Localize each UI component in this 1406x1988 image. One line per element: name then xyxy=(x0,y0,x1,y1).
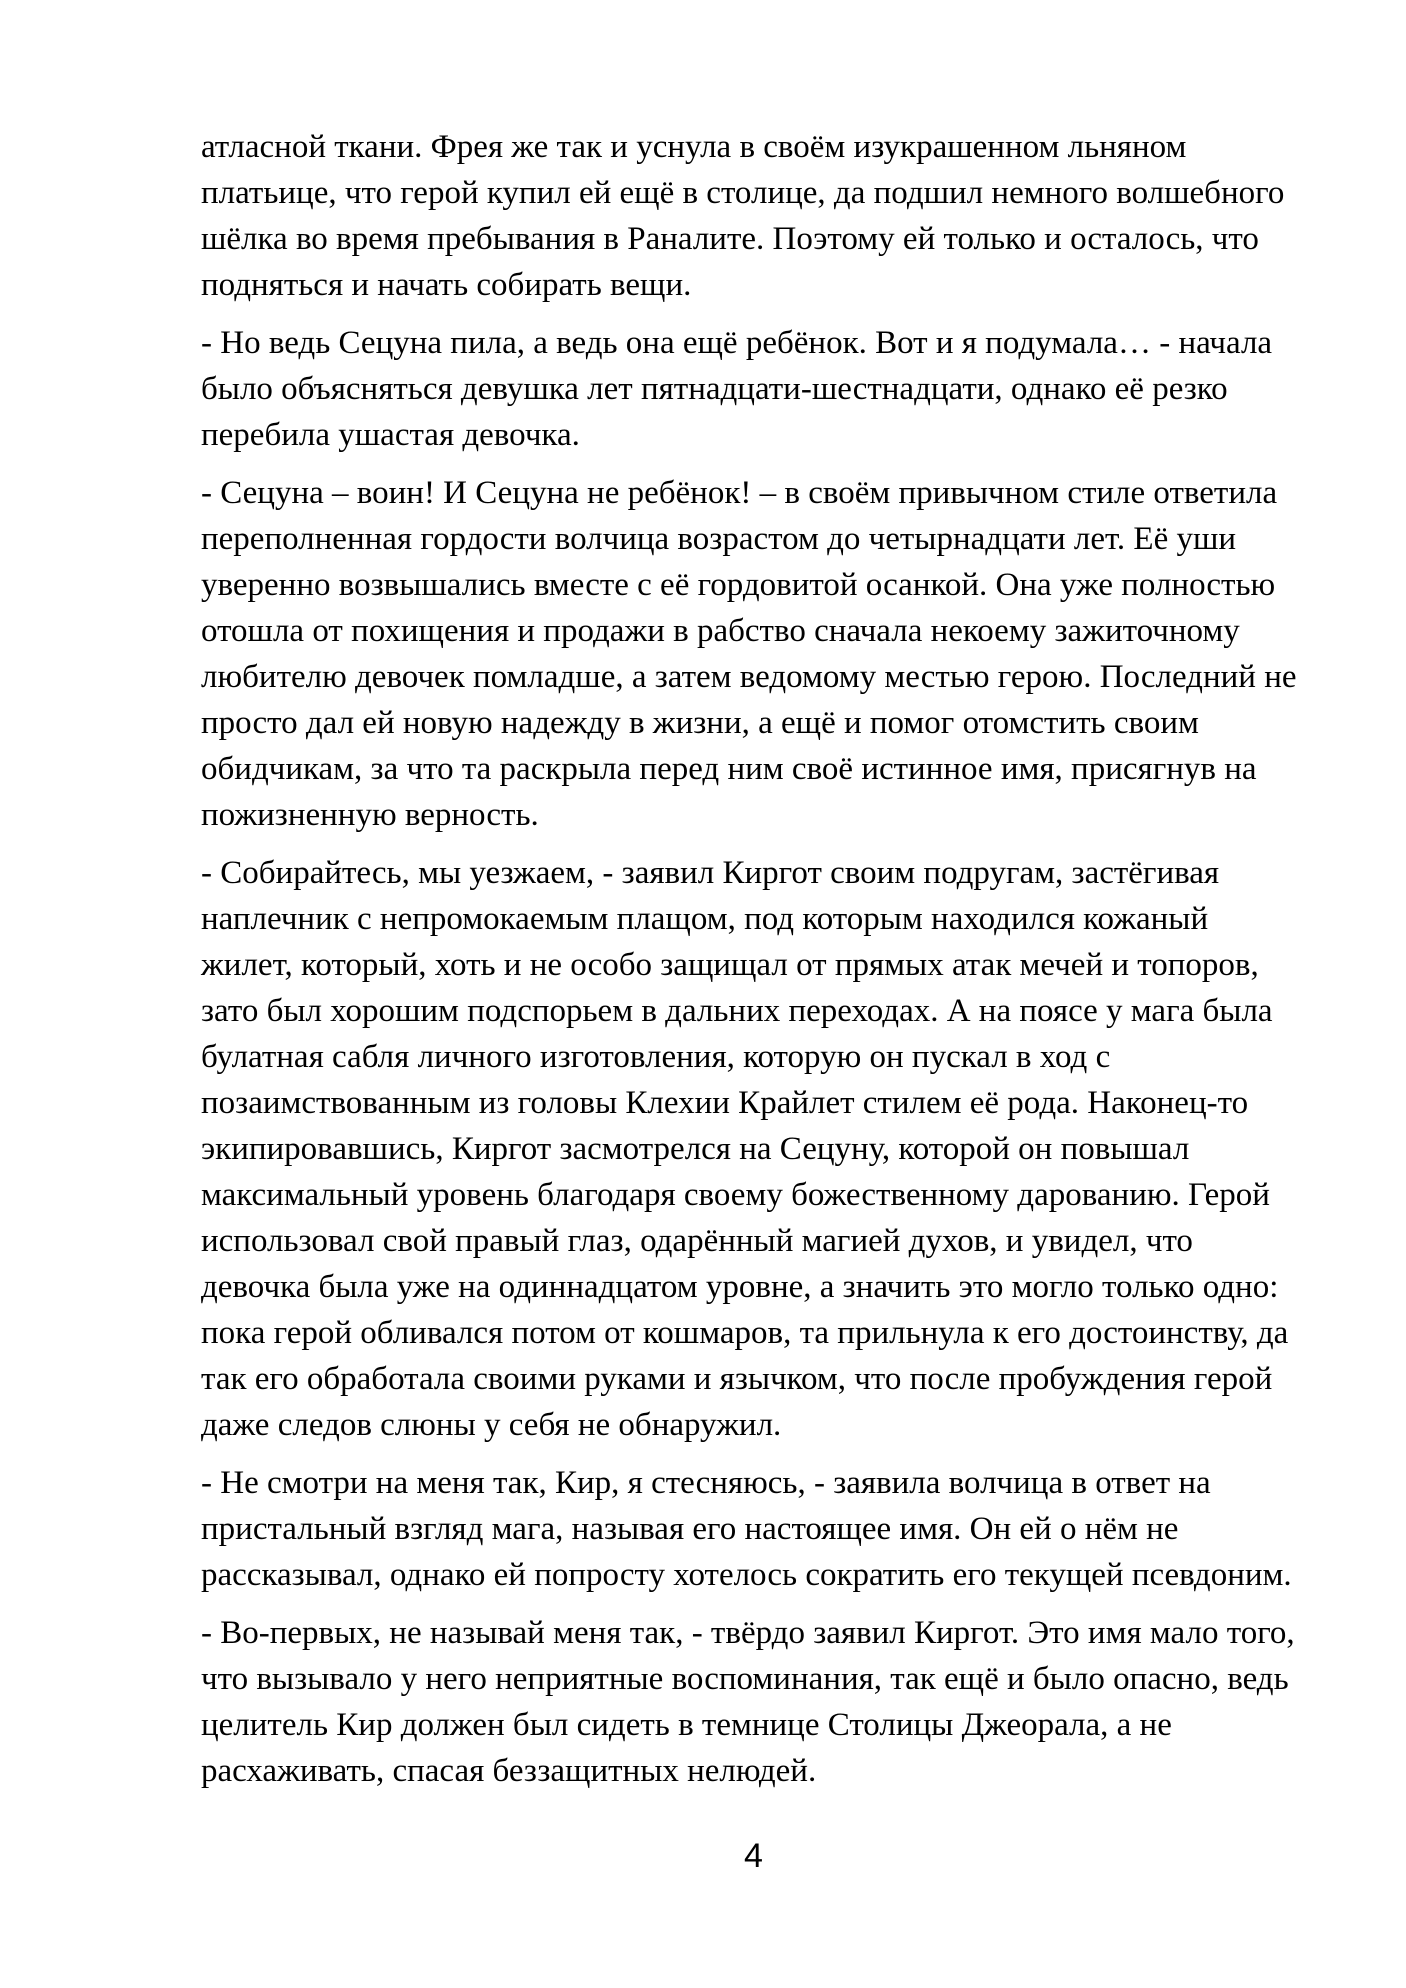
text-line: жилет, который, хоть и не особо защищал от прямых атак мечей и топоров, xyxy=(201,947,1259,983)
paragraph xyxy=(201,1610,1306,1794)
text-line: пока герой обливался потом от кошмаров, та прильнула к его достоинству, да xyxy=(201,1315,1289,1351)
text-line: зато был хорошим подспорьем в дальних переходах. А на поясе у мага была xyxy=(201,993,1273,1029)
text-line: было объясняться девушка лет пятнадцати-шестнадцати, однако её резко xyxy=(201,371,1228,407)
text-line: - Во-первых, не называй меня так, - твёрдо заявил Киргот. Это имя мало того, xyxy=(201,1615,1295,1651)
paragraph xyxy=(201,1460,1306,1598)
text-line: так его обработала своими руками и язычком, что после пробуждения герой xyxy=(201,1361,1273,1397)
page-text-block xyxy=(201,124,1306,1806)
text-line: - Но ведь Сецуна пила, а ведь она ещё ребёнок. Вот и я подумала… - начала xyxy=(201,325,1273,361)
text-line: - Сецуна – воин! И Сецуна не ребёнок! – в своём привычном стиле ответила xyxy=(201,475,1278,511)
text-line: обидчикам, за что та раскрыла перед ним своё истинное имя, присягнув на xyxy=(201,751,1257,787)
text-line: целитель Кир должен был сидеть в темнице Столицы Джеорала, а не xyxy=(201,1707,1172,1743)
text-line: девочка была уже на одиннадцатом уровне, а значить это могло только одно: xyxy=(201,1269,1279,1305)
text-line: экипировавшись, Киргот засмотрелся на Сецуну, которой он повышал xyxy=(201,1131,1190,1167)
text-line: максимальный уровень благодаря своему божественному дарованию. Герой xyxy=(201,1177,1270,1213)
text-line: что вызывало у него неприятные воспоминания, так ещё и было опасно, ведь xyxy=(201,1661,1289,1697)
text-line: просто дал ей новую надежду в жизни, а ещё и помог отомстить своим xyxy=(201,705,1199,741)
paragraph xyxy=(201,124,1306,308)
text-line: атласной ткани. Фрея же так и уснула в своём изукрашенном льняном xyxy=(201,129,1187,165)
text-line: - Собирайтесь, мы уезжаем, - заявил Киргот своим подругам, застёгивая xyxy=(201,855,1220,891)
text-line: позаимствованным из головы Клехии Крайлет стилем её рода. Наконец-то xyxy=(201,1085,1249,1121)
text-line: шёлка во время пребывания в Раналите. Поэтому ей только и осталось, что xyxy=(201,221,1259,257)
text-line: наплечник с непромокаемым плащом, под которым находился кожаный xyxy=(201,901,1209,937)
paragraph xyxy=(201,850,1306,1448)
text-line: даже следов слюны у себя не обнаружил. xyxy=(201,1407,782,1443)
text-line: подняться и начать собирать вещи. xyxy=(201,267,692,303)
text-line: использовал свой правый глаз, одарённый магией духов, и увидел, что xyxy=(201,1223,1193,1259)
text-line: - Не смотри на меня так, Кир, я стесняюсь, - заявила волчица в ответ на xyxy=(201,1465,1211,1501)
text-line: отошла от похищения и продажи в рабство сначала некоему зажиточному xyxy=(201,613,1240,649)
paragraph xyxy=(201,320,1306,458)
text-line: расхаживать, спасая беззащитных нелюдей. xyxy=(201,1753,817,1789)
paragraph xyxy=(201,470,1306,838)
text-line: перебила ушастая девочка. xyxy=(201,417,580,453)
text-line: любителю девочек помладше, а затем ведомому местью герою. Последний не xyxy=(201,659,1297,695)
text-line: платьице, что герой купил ей ещё в столице, да подшил немного волшебного xyxy=(201,175,1285,211)
text-line: пристальный взгляд мага, называя его настоящее имя. Он ей о нём не xyxy=(201,1511,1179,1547)
text-line: пожизненную верность. xyxy=(201,797,539,833)
text-line: уверенно возвышались вместе с её гордовитой осанкой. Она уже полностью xyxy=(201,567,1276,603)
text-line: булатная сабля личного изготовления, которую он пускал в ход с xyxy=(201,1039,1111,1075)
text-line: рассказывал, однако ей попросту хотелось сократить его текущей псевдоним. xyxy=(201,1557,1292,1593)
text-line: переполненная гордости волчица возрастом до четырнадцати лет. Её уши xyxy=(201,521,1237,557)
page-number: 4 xyxy=(744,1837,763,1875)
